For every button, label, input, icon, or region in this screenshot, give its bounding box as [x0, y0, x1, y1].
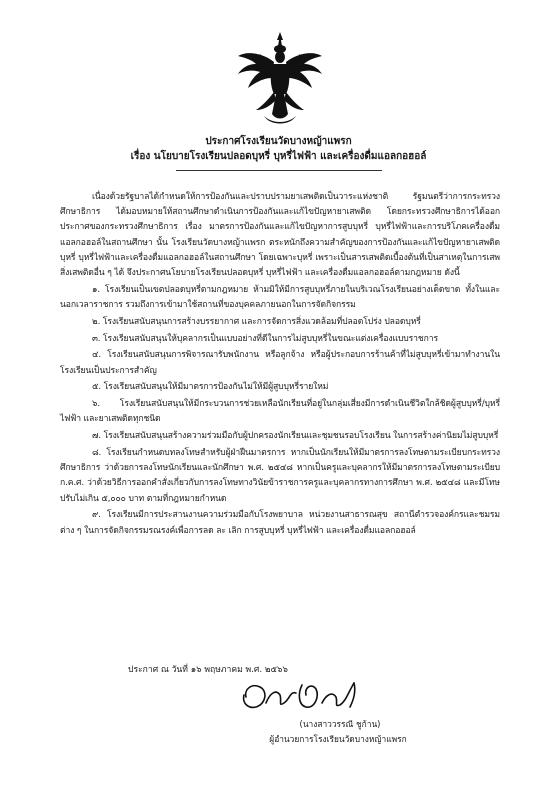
policy-item: ๗. โรงเรียนสนับสนุนสร้างความร่วมมือกับผู้ปกครองนักเรียนและชุมชนรอบโรงเรียน ในการสร้างค่านิยมไม่สูบบุหรี่: [92, 431, 499, 442]
policy-item: ๑. โรงเรียนเป็นเขตปลอดบุหรี่ตามกฎหมาย ห้ามมิให้มีการสูบบุหรี่ภายในบริเวณโรงเรียนอย่างเด็ดขาด ทั้งในและนอกเวลาราชการ รวมถึงการเข้ามาใช้สถานที่ของบุคคลภายนอกในการจัดกิจกรรม: [60, 284, 500, 311]
policy-item: ๒. โรงเรียนสนับสนุนการสร้างบรรยากาศ และการจัดการสิ่งแวดล้อมที่ปลอดโปร่ง ปลอดบุหรี่: [92, 316, 421, 327]
handwritten-signature-icon: [236, 673, 366, 717]
policy-item: ๖. โรงเรียนสนับสนุนให้มีกระบวนการช่วยเหลือนักเรียนที่อยู่ในกลุ่มเสี่ยงมีการดำเนินชีวิตใกล้ชิดผู้สูบบุหรี่/บุหรี่ไฟฟ้า และยาเสพติดทุกชนิด: [60, 399, 500, 425]
intro-paragraph: เนื่องด้วยรัฐบาลได้กำหนดให้การป้องกันและปราบปรามยาเสพติดเป็นวาระแห่งชาติ รัฐมนตรีว่าการกระทรวงศึกษาธิการ ได้มอบหมายให้สถานศึกษาดำเนินการป้องกันและแก้ไขปัญหายาเสพติด โดยกระทรวงศึกษาธิการได้ออกประกาศของกระทรวงศึกษาธิการ เรื่อง มาตรการป้องกันและแก้ไขปัญหาการสูบบุหรี่ บุหรี่ไฟฟ้าและการบริโภคเครื่องดื่มแอลกอฮอล์ในสถานศึกษา นั้น โรงเรียนวัดบางหญ้าแพรก ตระหนักถึงความสำคัญของการป้องกันและแก้ไขปัญหายาเสพติด บุหรี่ บุหรี่ไฟฟ้าและเครื่องดื่มแอลกอฮอล์ในสถานศึกษา โดยเฉพาะบุหรี่ เพราะเป็นสารเสพติดเบื้องต้นที่เป็นสาเหตุในการเสพสิ่งเสพติดอื่น ๆ ได้ จึงประกาศนโยบายโรงเรียนปลอดบุหรี่ บุหรี่ไฟฟ้า และเครื่องดื่มแอลกอฮอล์ตามกฎหมาย ดังนี้: [60, 192, 500, 279]
signer-name: (นางสาววรรณี ชูก้าน): [299, 719, 381, 729]
announcement-title: ประกาศโรงเรียนวัดบางหญ้าแพรก: [205, 136, 352, 147]
policy-item: ๙. โรงเรียนมีการประสานงานความร่วมมือกับโรงพยาบาล หน่วยงานสาธารณสุข สถานีตำรวจองค์กรและชมรมต่าง ๆ ในการจัดกิจกรรมรณรงค์เพื่อการลด ละ เลิก การสูบบุหรี่ บุหรี่ไฟฟ้า และเครื่องดื่มแอลกอฮอล์: [60, 510, 500, 536]
signer-position: ผู้อำนวยการโรงเรียนวัดบางหญ้าแพรก: [269, 734, 407, 744]
announcement-body: [60, 190, 500, 540]
policy-item: ๘. โรงเรียนกำหนดบทลงโทษสำหรับผู้ฝ่าฝืนมาตรการ หากเป็นนักเรียนให้มีมาตรการลงโทษตามระเบียบกระทรวงศึกษาธิการ ว่าด้วยการลงโทษนักเรียนและนักศึกษา พ.ศ. ๒๕๔๘ หากเป็นครูและบุคลากรให้มีมาตรการลงโทษตามระเบียบ ก.ค.ศ. ว่าด้วยวิธีการออกคำสั่งเกี่ยวกับการลงโทษทางวินัยข้าราชการครูและบุคลากรทางการศึกษา พ.ศ. ๒๕๔๘ และมีโทษปรับไม่เกิน ๕,๐๐๐ บาท ตามที่กฎหมายกำหนด: [60, 448, 500, 504]
policy-item: ๔. โรงเรียนสนับสนุนการพิจารณารับพนักงาน หรือลูกจ้าง หรือผู้ประกอบการร้านค้าที่ไม่สูบบุหรี่เข้ามาทำงานในโรงเรียนเป็นประการสำคัญ: [60, 350, 500, 376]
announcement-subject: เรื่อง นโยบายโรงเรียนปลอดบุหรี่ บุหรี่ไฟฟ้า และเครื่องดื่มแอลกอฮอล์: [130, 151, 427, 162]
garuda-emblem-icon: [234, 30, 326, 130]
announcement-date: ประกาศ ณ วันที่ ๑๖ พฤษภาคม พ.ศ. ๒๕๖๖: [128, 665, 288, 675]
policy-item: ๕. โรงเรียนสนับสนุนให้มีมาตรการป้องกันไม่ให้มีผู้สูบบุหรี่รายใหม่: [92, 382, 329, 393]
title-divider: [176, 170, 382, 171]
policy-item: ๓. โรงเรียนสนับสนุนให้บุคลากรเป็นแบบอย่างที่ดีในการไม่สูบบุหรี่ในขณะแต่งเครื่องแบบราชการ: [92, 333, 438, 344]
